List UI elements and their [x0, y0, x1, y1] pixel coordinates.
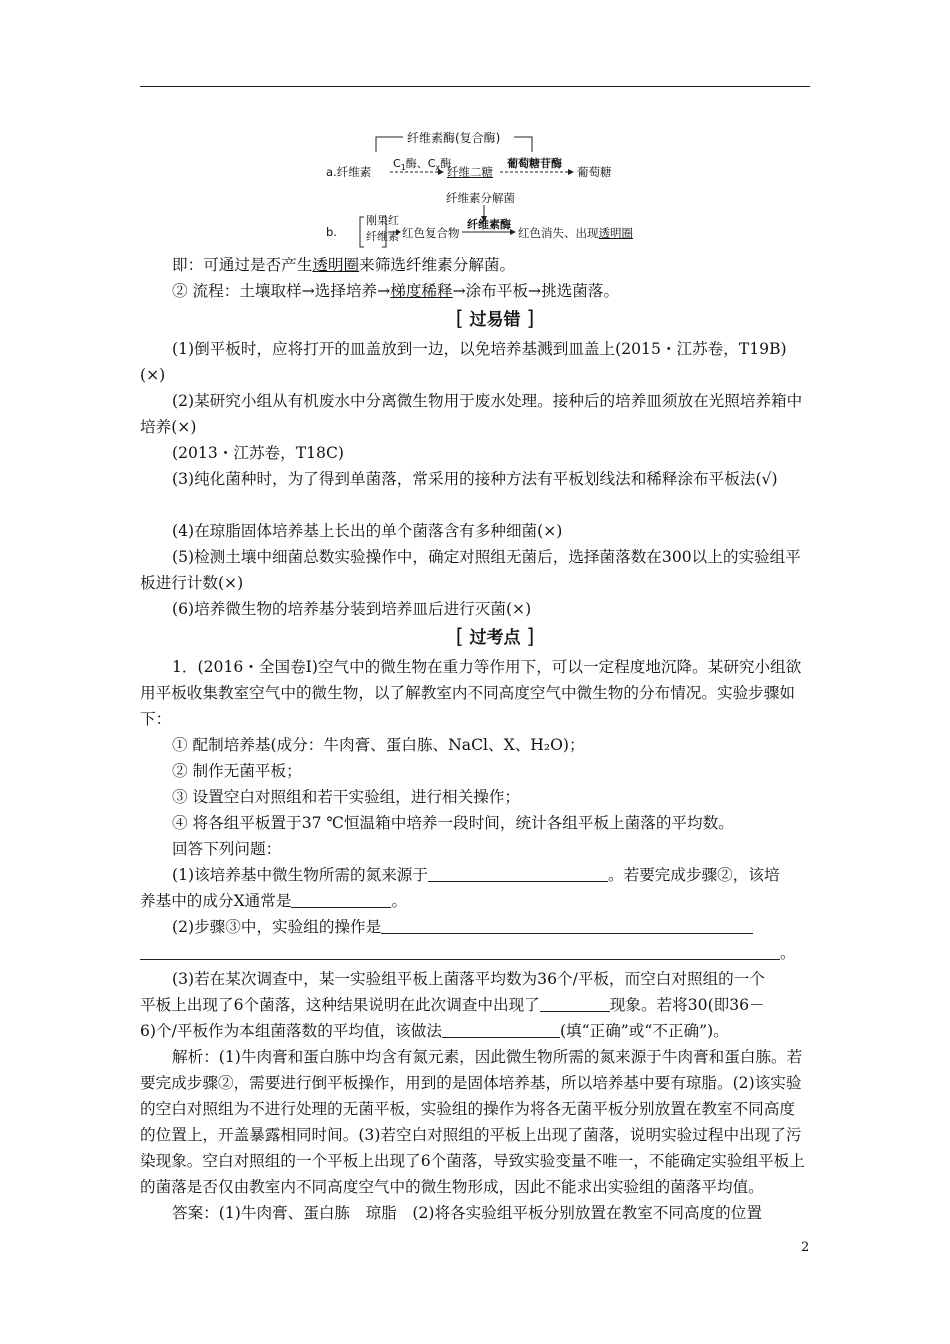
section-banner-errors: [ 过易错 ]: [455, 306, 535, 330]
congo-red-cellulose: 刚果红 纤维素: [366, 214, 399, 243]
step-1: ① 配制培养基(成分：牛肉膏、蛋白胨、NaCl、X、H₂O)；: [172, 736, 585, 754]
question-1-line-2: 养基中的成分X通常是 。: [140, 892, 408, 910]
error-item-2: (2)某研究小组从有机废水中分离微生物用于废水处理。接种后的培养皿须放在光照培养箱中培养(×): [140, 392, 803, 436]
answer-blank-4[interactable]: [140, 945, 780, 960]
step-3: ③ 设置空白对照组和若干实验组，进行相关操作；: [172, 788, 521, 806]
question-2-line-2: 。: [140, 940, 810, 966]
c1-cx-enzyme-label: $C_1$酶、$C_x$酶: [393, 157, 452, 173]
error-item-3: (3)纯化菌种时，为了得到单菌落，常采用的接种方法有平板划线法和稀释涂布平板法(√): [172, 470, 778, 488]
cellulase-arrow-label: 纤维素酶: [467, 218, 511, 231]
glucosidase-label: 葡萄糖苷酶: [507, 157, 562, 170]
page-number: 2: [801, 1240, 810, 1255]
error-item-4: (4)在琼脂固体培养基上长出的单个菌落含有多种细菌(×): [172, 522, 563, 540]
cellobiose-label: 纤维二糖: [447, 165, 493, 179]
answer-blank-2[interactable]: [291, 893, 391, 908]
ask-line: 回答下列问题：: [172, 840, 282, 858]
answer-blank-6[interactable]: [442, 1023, 560, 1038]
question-stem: 1．(2016・全国卷Ⅰ)空气中的微生物在重力等作用下，可以一定程度地沉降。某研究小组欲用平板收集教室空气中的微生物，以了解教室内不同高度空气中微生物的分布情况。实验步骤如下：: [140, 658, 802, 728]
intro-line-2: ② 流程：土壤取样→选择培养→梯度稀释→涂布平板→挑选菌落。: [172, 282, 620, 300]
question-3-line-2: 平板上出现了6个菌落，这种结果说明在此次调查中出现了 现象。若将30(即36－: [140, 996, 765, 1014]
cellulose-label: a.纤维素: [326, 165, 372, 179]
answer-blank-1[interactable]: [428, 867, 608, 882]
decomposer-label: 纤维素分解菌: [446, 191, 515, 205]
error-item-5: (5)检测土壤中细菌总数实验操作中，确定对照组无菌后，选择菌落数在300以上的实验组平板进行计数(×): [140, 548, 801, 592]
error-item-6: (6)培养微生物的培养基分装到培养皿后进行灭菌(×): [172, 600, 532, 618]
question-2-line-1: (2)步骤③中，实验组的操作是: [172, 914, 810, 940]
cellulase-label: 纤维素酶(复合酶): [407, 131, 501, 145]
question-1-line-1: (1)该培养基中微生物所需的氮来源于 。若要完成步骤②，该培: [172, 866, 780, 884]
section-banner-points: [ 过考点 ]: [455, 624, 535, 648]
answer-paragraph: 答案：(1)牛肉膏、蛋白胨 琼脂 (2)将各实验组平板分别放置在教室不同高度的位置: [172, 1204, 762, 1222]
error-item-2-source: (2013・江苏卷，T18C): [172, 444, 344, 462]
step-4: ④ 将各组平板置于37 ℃恒温箱中培养一段时间，统计各组平板上菌落的平均数。: [172, 814, 734, 832]
intro-line-1: 即：可通过是否产生透明圈来筛选纤维素分解菌。: [172, 256, 516, 274]
glucose-label: 葡萄糖: [577, 165, 612, 179]
question-3-line-3: 6)个/平板作为本组菌落数的平均值，该做法 (填“正确”或“不正确”)。: [140, 1022, 729, 1040]
question-3-line-1: (3)若在某次调查中，某一实验组平板上菌落平均数为36个/平板，而空白对照组的一个: [172, 970, 765, 988]
analysis-paragraph: 解析：(1)牛肉膏和蛋白胨中均含有氮元素，因此微生物所需的氮来源于牛肉膏和蛋白胨。若要完成步骤②，需要进行倒平板操作，用到的是固体培养基，所以培养基中要有琼脂。(2)该实验的空白对照组为不进行处理的无菌平板，实验组的操作为将各无菌平板分别放置在教室不同高度的位置上，开盖暴露相同时间。(3)若空白对照组的平板上出现了菌落，说明实验过程中出现了污染现象。空白对照组的一个平板上出现了6个菌落，导致实验变量不唯一，不能确定实验组平板上的菌落是否仅由教室内不同高度空气中的微生物形成，因此不能求出实验组的菌落平均值。: [140, 1048, 805, 1196]
red-complex-label: 红色复合物: [402, 226, 460, 240]
answer-blank-3[interactable]: [381, 919, 753, 934]
error-item-1: (1)倒平板时，应将打开的皿盖放到一边，以免培养基溅到皿盖上(2015・江苏卷，T19B)(×): [140, 340, 787, 384]
clear-zone-label: 红色消失、出现透明圈: [518, 226, 633, 240]
step-2: ② 制作无菌平板；: [172, 762, 302, 780]
row-b-label: b.: [326, 225, 337, 239]
answer-blank-5[interactable]: [540, 997, 610, 1012]
